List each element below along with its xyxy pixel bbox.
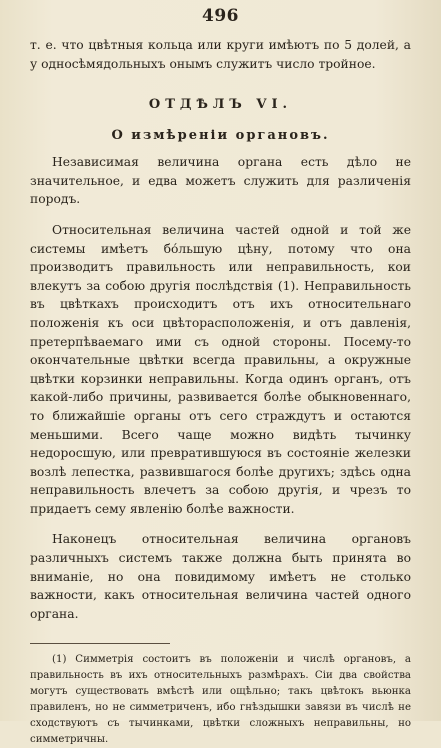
section-title: ОТДѢЛЪ VI. (148, 97, 293, 113)
page-number: 496 (202, 6, 239, 26)
footnote-divider (30, 643, 170, 644)
intro-paragraph: т. е. что цвѣтныя кольца или круги имѣютъ по 5 долей, а у односѣмядольныхъ онымъ служитъ число тройное. (30, 38, 411, 71)
paragraph-1: Независимая величина органа есть дѣло не значительное, и едва можетъ служить для различенія породъ. (30, 155, 411, 207)
paragraph-3: Наконецъ относительная величина органовъ различныхъ системъ также должна быть принята во вниманіе, но она повидимому имѣетъ не столько важности, какъ относительная величина частей одного органа. (30, 532, 411, 621)
footnote: (1) Симметрія состоитъ въ положеніи и числѣ органовъ, а правильность въ ихъ относительныхъ размѣрахъ. Сіи два свойства могутъ существовать вмѣстѣ или ощѣльно; такъ цвѣтокъ вьюнка правиленъ, но не симметриченъ, ибо гнѣздышки завязи въ числѣ не сходствуютъ съ тычинками, цвѣтки сложныхъ неправильны, но симметричны. (30, 654, 411, 746)
paragraph-2: Относительная величина частей одной и той же системы имѣетъ бо́льшую цѣну, потому что она производитъ правильность или неправильность, кои влекутъ за собою другія послѣдствія (1). Неправильность въ цвѣткахъ происходитъ отъ ихъ относительнаго положенія къ оси цвѣторасположенія, и отъ давленія, претерпѣваемаго ими съ одной стороны. Посему-то окончательные цвѣтки всегда правильны, а окружные цвѣтки корзинки неправильны. Когда одинъ органъ, отъ какой-либо причины, развивается болѣе обыкновеннаго, то ближайшіе органы отъ сего страждутъ и остаются меньшими. Всего чаще можно видѣть тычинку недоросшую, или превратившуюся въ состояніе железки возлѣ лепестка, развившагося болѣе другихъ; здѣсь одна неправильность влечетъ за собою другія, и чрезъ то придаетъ сему явленію болѣе важности. (30, 222, 411, 516)
subsection-title: О измѣреніи органовъ. (111, 128, 330, 144)
